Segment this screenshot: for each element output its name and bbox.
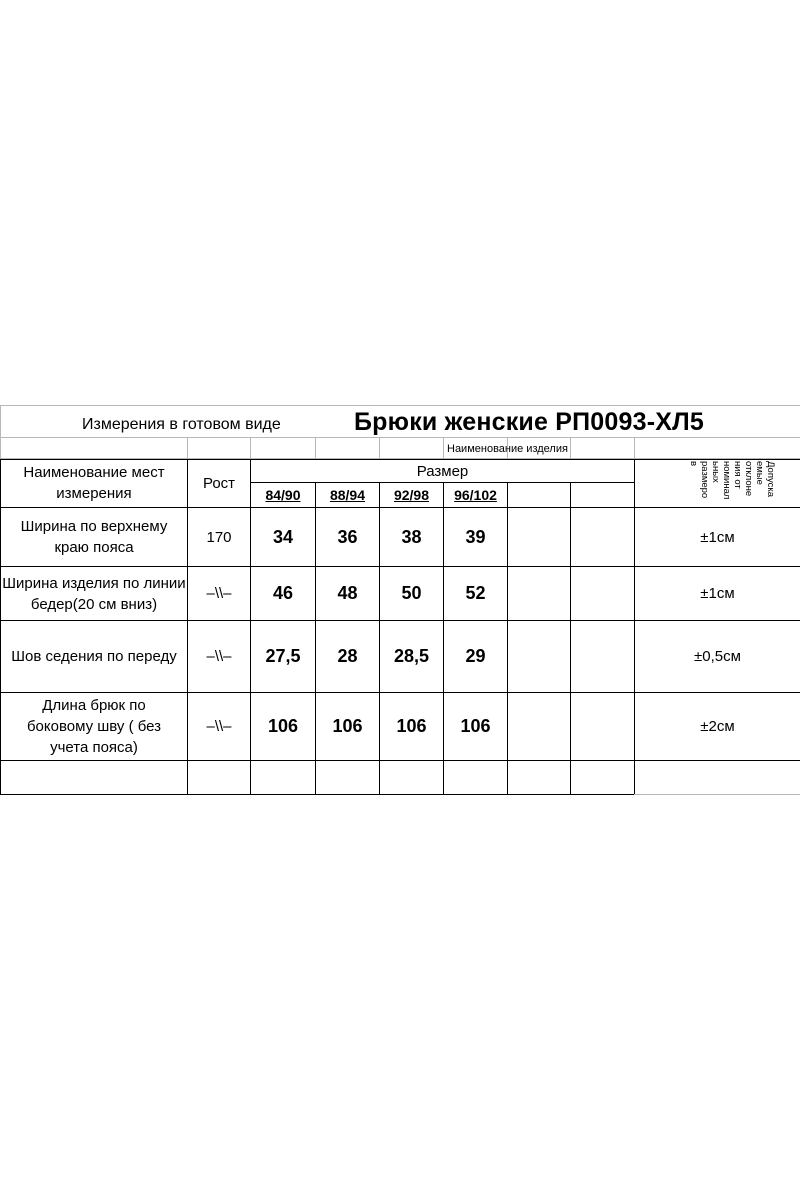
size-value: 46 [272, 583, 294, 603]
measurement-name: Шов седения по переду [11, 648, 177, 665]
column-header-height [188, 460, 250, 506]
grid-line [634, 437, 635, 458]
size-value: 28 [337, 646, 358, 666]
size-value: 39 [465, 526, 486, 547]
table-row-3-name [2, 621, 186, 692]
product-title: Брюки женские РП0093-ХЛ5 [354, 408, 704, 436]
measurement-name: Ширина изделия по линии бедер(20 см вниз) [2, 574, 186, 613]
tolerance-header-line: Допуска [765, 461, 776, 498]
grid-line [634, 794, 800, 795]
column-header-size-label: Размер [416, 462, 469, 480]
height-value: 170 [206, 528, 232, 546]
size-header: 92/98 [393, 487, 430, 503]
tolerance-header-line: ьных [710, 461, 721, 483]
size-value: 29 [465, 646, 486, 666]
size-header: 84/90 [265, 487, 301, 503]
table-border [0, 794, 634, 795]
size-value: 52 [465, 583, 486, 603]
size-header: 88/94 [329, 487, 366, 503]
grid-line [187, 437, 188, 458]
size-value: 50 [401, 583, 422, 603]
table-border [0, 459, 1, 794]
grid-line [315, 437, 316, 458]
tolerance-value: ±1см [700, 585, 735, 602]
sheet-subtitle: Измерения в готовом виде [82, 416, 281, 433]
table-row-1-name [2, 508, 186, 566]
tolerance-header-line: размеро [699, 461, 710, 499]
height-value: –\\– [206, 585, 232, 602]
tolerance-value: ±0,5см [694, 648, 741, 665]
grid-line [0, 405, 800, 406]
tolerance-value: ±2см [700, 718, 735, 735]
height-value: –\\– [206, 648, 232, 665]
grid-line [443, 437, 444, 458]
tolerance-header-line: отклоне [743, 461, 754, 497]
size-value: 27,5 [265, 646, 301, 666]
size-value: 106 [460, 716, 491, 736]
size-value: 106 [267, 716, 299, 736]
size-header: 96/102 [454, 487, 497, 503]
table-border [570, 482, 571, 794]
grid-line [250, 437, 251, 458]
size-value: 36 [337, 526, 358, 547]
grid-line [379, 437, 380, 458]
grid-line [570, 437, 571, 458]
grid-line [0, 405, 1, 458]
tolerance-header-line: номинал [721, 461, 732, 500]
size-value: 38 [401, 526, 422, 547]
tolerance-value: ±1см [700, 528, 735, 546]
grid-line [0, 437, 800, 438]
tolerance-header-line: ния от [732, 461, 743, 489]
size-value: 106 [332, 716, 363, 736]
tolerance-header-line: в [688, 461, 699, 467]
size-value: 28,5 [393, 646, 430, 666]
measurement-name: Ширина по верхнему краю пояса [20, 518, 168, 556]
column-header-place [2, 460, 186, 506]
column-header-size [251, 460, 634, 482]
table-row-4-name [2, 693, 186, 760]
product-name-label: Наименование изделия [447, 443, 568, 455]
height-value: –\\– [206, 718, 232, 735]
tolerance-header-line: емые [754, 461, 765, 485]
size-value: 34 [272, 526, 294, 547]
column-header-height-label: Рост [202, 474, 236, 492]
table-border [0, 760, 800, 761]
table-border [507, 482, 508, 794]
size-value: 48 [337, 583, 358, 603]
table-row-2-name [2, 567, 186, 620]
size-value: 106 [396, 716, 427, 736]
measurement-name: Длина брюк по боковому шву ( без учета пояса) [26, 697, 162, 756]
column-header-place-label: Наименование мест измерения [23, 464, 165, 502]
